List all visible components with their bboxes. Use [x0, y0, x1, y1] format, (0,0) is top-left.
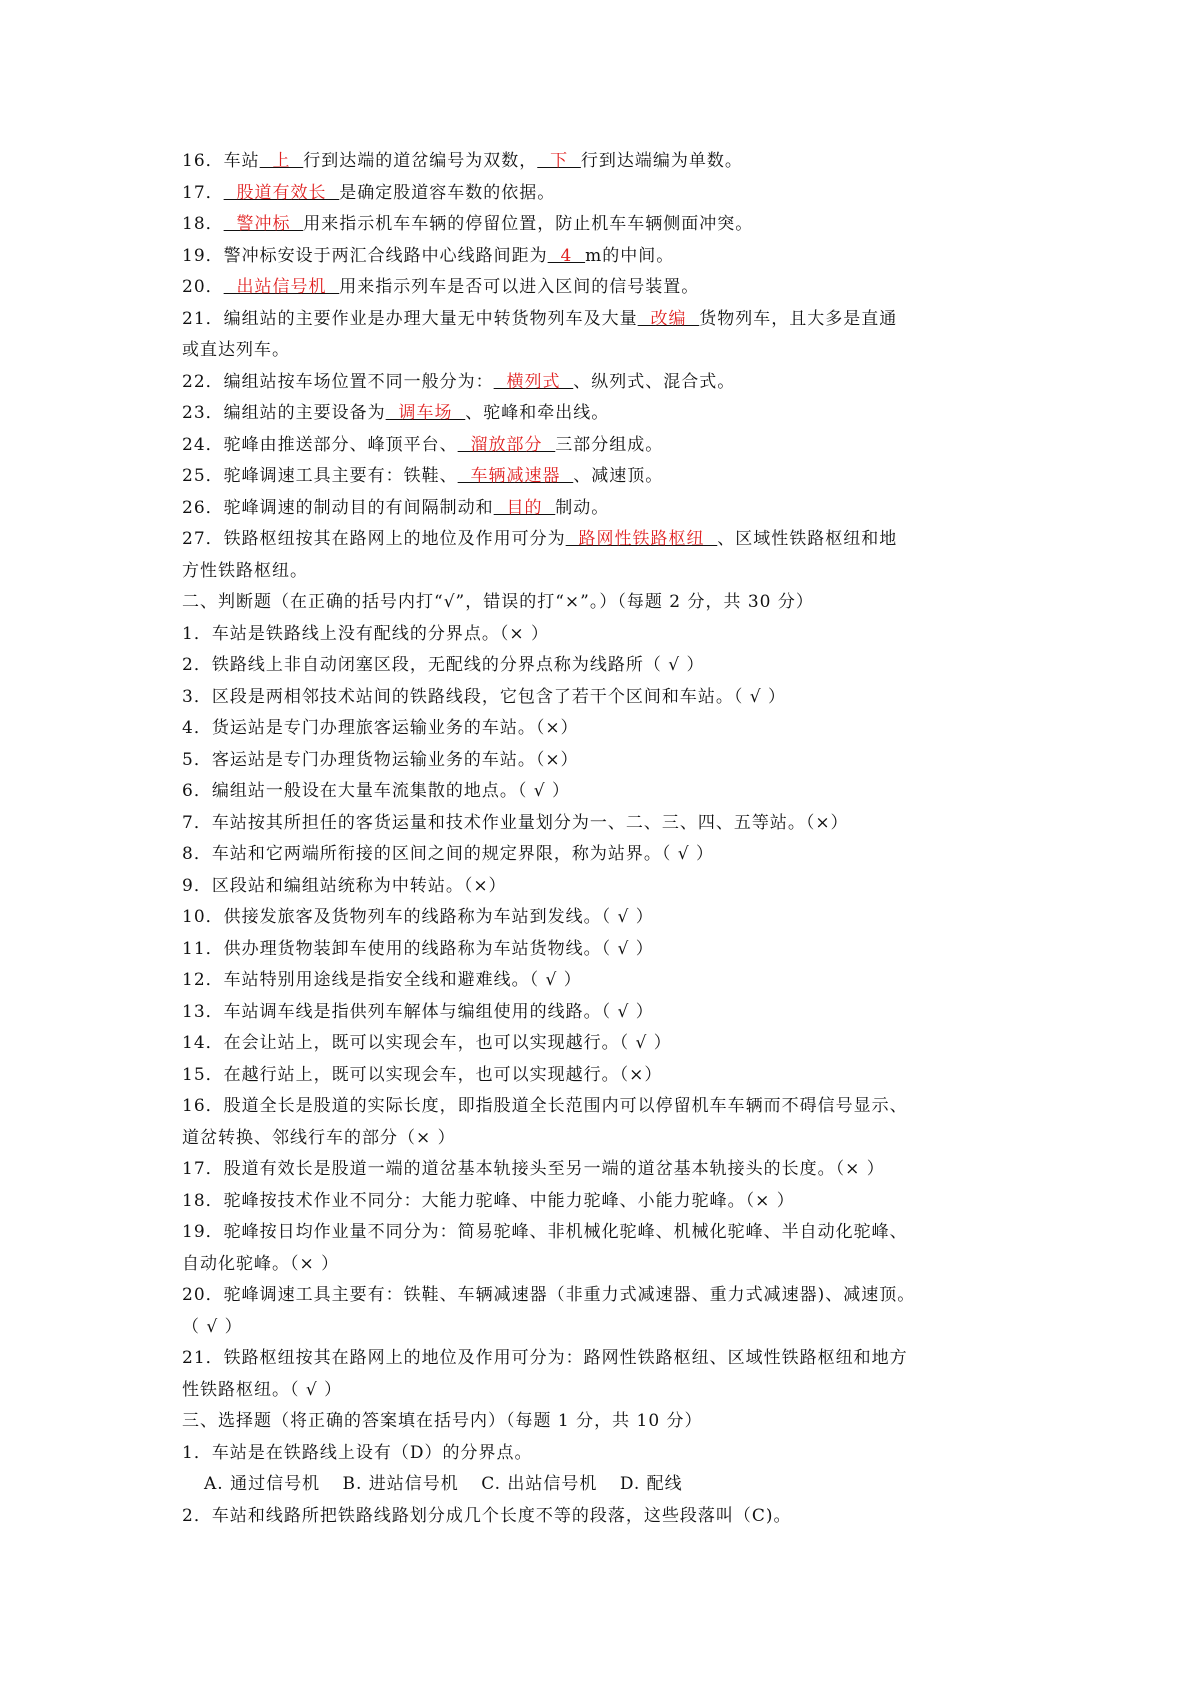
answer-blank: 改编	[637, 308, 700, 329]
fill-question-line	[182, 398, 1022, 430]
answer-blank: 股道有效长	[223, 182, 340, 203]
option-b: B. 进站信号机	[342, 1474, 459, 1494]
answer-blank: 上	[259, 151, 304, 171]
fill-question-line	[182, 209, 1022, 241]
question-text: 货物列车，且大多是直通	[699, 308, 898, 329]
fill-blank-section	[182, 146, 1022, 587]
question-text: 或直达列车。	[182, 340, 290, 360]
judge-question-line: （ √ ）	[182, 1316, 243, 1337]
answer-blank: 目的	[493, 497, 556, 518]
option-a: A. 通过信号机	[204, 1474, 321, 1494]
question-text: m的中间。	[585, 245, 675, 266]
judge-question-line: 道岔转换、邻线行车的部分（× ）	[182, 1127, 456, 1148]
judge-question-line: 12．车站特别用途线是指安全线和避难线。（ √ ）	[182, 970, 582, 990]
question-text: 21．编组站的主要作业是办理大量无中转货物列车及大量	[182, 308, 638, 329]
judge-question-line: 6．编组站一般设在大量车流集散的地点。（ √ ）	[182, 781, 570, 801]
fill-question-line	[182, 430, 1022, 462]
judge-question-line: 7．车站按其所担任的客货运量和技术作业量划分为一、二、三、四、五等站。（×）	[182, 812, 849, 833]
answer-blank: 车辆减速器	[457, 466, 574, 486]
fill-question-line	[182, 461, 1022, 493]
question-text: 22．编组站按车场位置不同一般分为：	[182, 371, 494, 392]
fill-question-line	[182, 524, 1022, 556]
judge-question-line: 18．驼峰按技术作业不同分：大能力驼峰、中能力驼峰、小能力驼峰。（× ）	[182, 1190, 795, 1211]
question-text: 、纵列式、混合式。	[573, 371, 736, 392]
judge-question-line: 1．车站是铁路线上没有配线的分界点。（× ）	[182, 623, 549, 644]
judge-question-line: 4．货运站是专门办理旅客运输业务的车站。（×）	[182, 718, 579, 738]
fill-question-line	[182, 367, 1022, 399]
judge-question-line: 5．客运站是专门办理货物运输业务的车站。（×）	[182, 749, 579, 770]
judge-question-line: 13．车站调车线是指供列车解体与编组使用的线路。（ √ ）	[182, 1001, 654, 1022]
fill-question-line	[182, 556, 1022, 588]
choice-question-2: 2．车站和线路所把铁路线路划分成几个长度不等的段落，这些段落叫（C)。	[182, 1505, 792, 1526]
question-text: 、驼峰和牵出线。	[465, 403, 610, 423]
fill-question-line	[182, 241, 1022, 273]
judge-question-line: 15．在越行站上，既可以实现会车，也可以实现越行。（×）	[182, 1064, 663, 1085]
fill-question-line	[182, 272, 1022, 304]
fill-question-line	[182, 493, 1022, 525]
answer-blank: 路网性铁路枢纽	[565, 529, 718, 549]
question-text: 、区域性铁路枢纽和地	[717, 529, 898, 549]
question-text: 行到达端的道岔编号为双数，	[303, 151, 538, 171]
question-text: 25．驼峰调速工具主要有：铁鞋、	[182, 466, 458, 486]
judge-question-line: 10．供接发旅客及货物列车的线路称为车站到发线。（ √ ）	[182, 907, 654, 927]
question-text: 19．警冲标安设于两汇合线路中心线路间距为	[182, 245, 548, 266]
question-text: 用来指示列车是否可以进入区间的信号装置。	[339, 277, 700, 297]
question-text: 方性铁路枢纽。	[182, 560, 308, 581]
judge-question-line: 17．股道有效长是股道一端的道岔基本轨接头至另一端的道岔基本轨接头的长度。（× ）	[182, 1159, 885, 1179]
question-text: 24．驼峰由推送部分、峰顶平台、	[182, 434, 458, 455]
question-text: 26．驼峰调速的制动目的有间隔制动和	[182, 497, 494, 518]
judge-question-line: 9．区段站和编组站统称为中转站。（×）	[182, 875, 507, 896]
judge-question-line: 11．供办理货物装卸车使用的线路称为车站货物线。（ √ ）	[182, 938, 654, 959]
judge-question-line: 3．区段是两相邻技术站间的铁路线段，它包含了若干个区间和车站。（ √ ）	[182, 686, 786, 707]
question-text: 20．	[182, 277, 224, 297]
judge-question-line: 性铁路枢纽。（ √ ）	[182, 1379, 343, 1400]
question-text: 23．编组站的主要设备为	[182, 403, 386, 423]
judge-question-line: 2．铁路线上非自动闭塞区段，无配线的分界点称为线路所（ √ ）	[182, 655, 705, 675]
judge-question-line: 8．车站和它两端所衔接的区间之间的规定界限，称为站界。（ √ ）	[182, 844, 714, 864]
choice-question-1-options	[182, 1469, 1022, 1501]
question-text: 行到达端编为单数。	[580, 151, 743, 171]
exam-content	[182, 146, 1022, 1532]
question-text: 制动。	[555, 497, 610, 518]
judge-question-line: 20．驼峰调速工具主要有：铁鞋、车辆减速器（非重力式减速器、重力式减速器)、减速顶。	[182, 1285, 916, 1305]
question-text: 17．	[182, 182, 224, 203]
choice-question-1: 1．车站是在铁路线上设有（D）的分界点。	[182, 1442, 533, 1463]
fill-question-line	[182, 335, 1022, 367]
judge-question-line: 19．驼峰按日均作业量不同分为：简易驼峰、非机械化驼峰、机械化驼峰、半自动化驼峰、	[182, 1222, 908, 1242]
question-text: 27．铁路枢纽按其在路网上的地位及作用可分为	[182, 529, 566, 549]
question-text: 三部分组成。	[555, 434, 664, 455]
question-text: 18．	[182, 214, 224, 234]
fill-question-line	[182, 178, 1022, 210]
answer-blank: 横列式	[493, 371, 574, 392]
fill-question-line	[182, 146, 1022, 178]
fill-question-line	[182, 304, 1022, 336]
answer-blank: 下	[537, 151, 581, 171]
option-c: C. 出站信号机	[481, 1474, 598, 1494]
answer-blank: 出站信号机	[223, 277, 340, 297]
answer-blank: 警冲标	[223, 214, 304, 234]
judge-question-line: 21．铁路枢纽按其在路网上的地位及作用可分为：路网性铁路枢纽、区域性铁路枢纽和地方	[182, 1348, 908, 1368]
judge-question-line: 16．股道全长是股道的实际长度，即指股道全长范围内可以停留机车车辆而不碍信号显示、	[182, 1096, 908, 1116]
choice-section-title: 三、选择题（将正确的答案填在括号内）（每题 1 分，共 10 分）	[182, 1411, 703, 1431]
answer-blank: 4	[547, 245, 586, 266]
judge-question-line: 自动化驼峰。（× ）	[182, 1253, 340, 1274]
judge-question-line: 14．在会让站上，既可以实现会车，也可以实现越行。（ √ ）	[182, 1033, 672, 1053]
question-text: 是确定股道容车数的依据。	[339, 182, 556, 203]
judge-section-title: 二、判断题（在正确的括号内打“√”，错误的打“×”。）（每题 2 分，共 30 分）	[182, 592, 814, 612]
question-text: 16．车站	[182, 151, 260, 171]
question-text: 用来指示机车车辆的停留位置，防止机车车辆侧面冲突。	[303, 214, 754, 234]
answer-blank: 溜放部分	[457, 434, 556, 455]
answer-blank: 调车场	[385, 403, 466, 423]
option-d: D. 配线	[619, 1474, 683, 1494]
question-text: 、减速顶。	[573, 466, 664, 486]
judge-section	[182, 619, 1022, 1407]
